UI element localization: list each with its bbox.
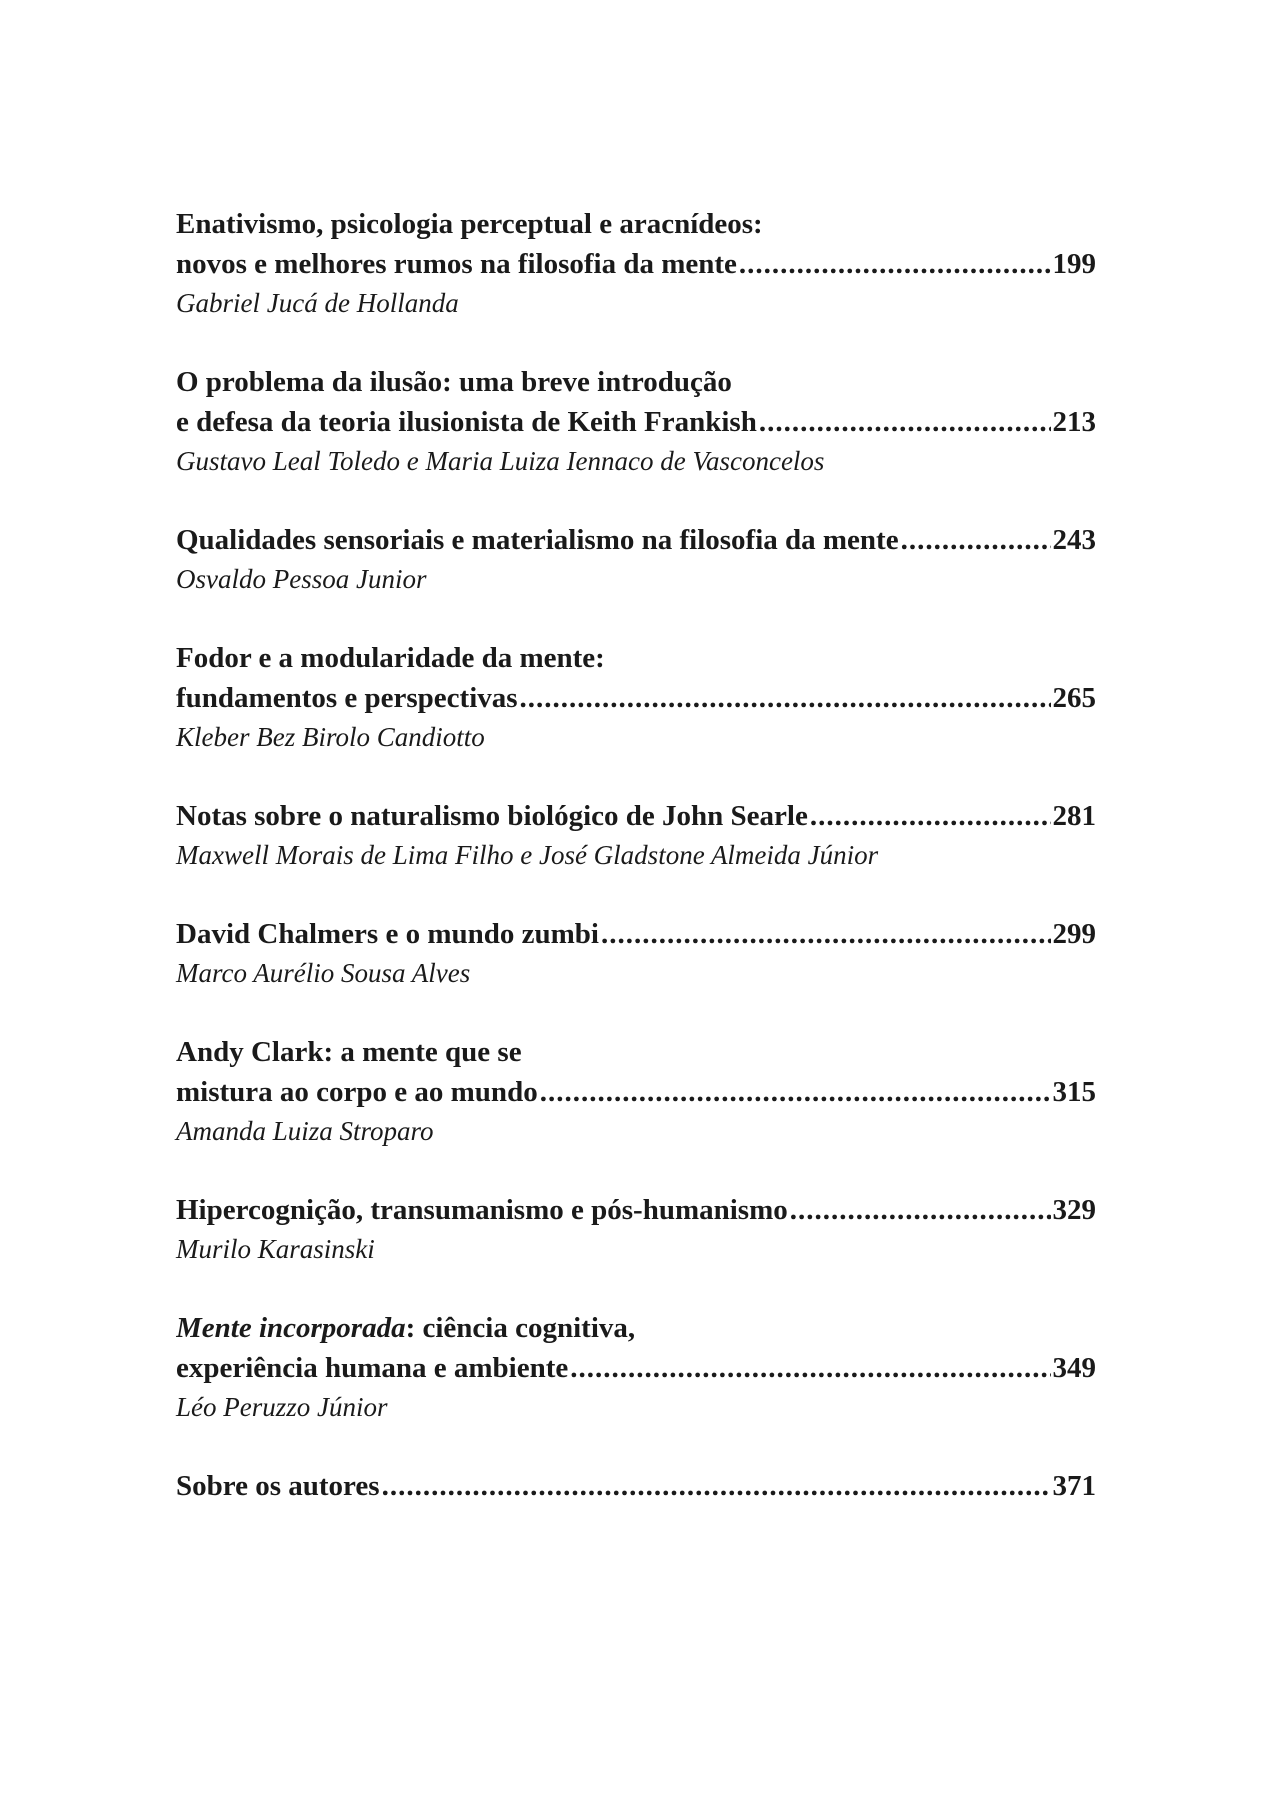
- entry-author: Marco Aurélio Sousa Alves: [176, 958, 471, 988]
- toc-entry[interactable]: [176, 204, 1096, 322]
- dot-leader: [570, 1348, 1050, 1388]
- entry-title-line: Fodor e a modularidade da mente:: [176, 642, 605, 674]
- page-number: 265: [1052, 682, 1096, 714]
- entry-author: Maxwell Morais de Lima Filho e José Gladstone Almeida Júnior: [176, 840, 879, 870]
- toc-entry[interactable]: [176, 796, 1096, 874]
- entry-title-leader-line: [176, 796, 1096, 836]
- toc-entry[interactable]: [176, 1308, 1096, 1426]
- toc-entry[interactable]: [176, 362, 1096, 480]
- page-number: 329: [1052, 1194, 1096, 1226]
- entry-title-line: fundamentos e perspectivas: [176, 682, 518, 714]
- entry-title-line: David Chalmers e o mundo zumbi: [176, 918, 599, 950]
- entry-author: Gustavo Leal Toledo e Maria Luiza Iennaco de Vasconcelos: [176, 446, 825, 476]
- page-number: 213: [1052, 406, 1096, 438]
- entry-title-line: e defesa da teoria ilusionista de Keith Frankish: [176, 406, 757, 438]
- entry-title-leader-line: [176, 1466, 1096, 1506]
- dot-leader: [901, 520, 1051, 560]
- dot-leader: [739, 244, 1051, 284]
- toc-entry[interactable]: [176, 914, 1096, 992]
- page-number: 349: [1052, 1352, 1096, 1384]
- entry-title-rest: : ciência cognitiva,: [405, 1312, 636, 1344]
- entry-title-line: [176, 1308, 1096, 1348]
- entry-title-line: Qualidades sensoriais e materialismo na filosofia da mente: [176, 524, 899, 556]
- entry-title-leader-line: [176, 1072, 1096, 1112]
- entry-title-italic: Mente incorporada: [176, 1312, 406, 1344]
- entry-author: Gabriel Jucá de Hollanda: [176, 288, 459, 318]
- dot-leader: [520, 678, 1051, 718]
- entry-title-line: Andy Clark: a mente que se: [176, 1036, 522, 1068]
- dot-leader: [601, 914, 1051, 954]
- dot-leader: [810, 796, 1051, 836]
- entry-title-line: Notas sobre o naturalismo biológico de John Searle: [176, 800, 808, 832]
- entry-title-line: O problema da ilusão: uma breve introdução: [176, 366, 732, 398]
- entry-title-line: Hipercognição, transumanismo e pós-humanismo: [176, 1194, 788, 1226]
- entry-title-line: experiência humana e ambiente: [176, 1352, 569, 1384]
- page-number: 299: [1052, 918, 1096, 950]
- page-number: 371: [1052, 1470, 1096, 1502]
- toc-entry[interactable]: [176, 1032, 1096, 1150]
- entry-title-leader-line: [176, 678, 1096, 718]
- toc-entry[interactable]: [176, 520, 1096, 598]
- entry-title-line: Enativismo, psicologia perceptual e aracnídeos:: [176, 208, 763, 240]
- entry-title-leader-line: [176, 402, 1096, 442]
- entry-title-leader-line: [176, 244, 1096, 284]
- toc-entry[interactable]: [176, 1190, 1096, 1268]
- dot-leader: [790, 1190, 1051, 1230]
- entry-title-leader-line: [176, 1190, 1096, 1230]
- dot-leader: [540, 1072, 1051, 1112]
- page-number: 281: [1052, 800, 1096, 832]
- page-number: 315: [1052, 1076, 1096, 1108]
- dot-leader: [759, 402, 1051, 442]
- entry-title-leader-line: [176, 520, 1096, 560]
- entry-title-line: Sobre os autores: [176, 1470, 380, 1502]
- toc-entry[interactable]: [176, 1466, 1096, 1506]
- entry-author: Murilo Karasinski: [176, 1234, 375, 1264]
- page-number: 199: [1052, 248, 1096, 280]
- entry-title-line: novos e melhores rumos na filosofia da mente: [176, 248, 737, 280]
- toc-entry[interactable]: [176, 638, 1096, 756]
- entry-title-leader-line: [176, 914, 1096, 954]
- entry-author: Kleber Bez Birolo Candiotto: [176, 722, 485, 752]
- table-of-contents: [176, 204, 1096, 1546]
- entry-author: Amanda Luiza Stroparo: [176, 1116, 434, 1146]
- entry-author: Osvaldo Pessoa Junior: [176, 564, 427, 594]
- page-number: 243: [1052, 524, 1096, 556]
- entry-author: Léo Peruzzo Júnior: [176, 1392, 388, 1422]
- dot-leader: [382, 1466, 1051, 1506]
- entry-title-leader-line: [176, 1348, 1096, 1388]
- entry-title-line: mistura ao corpo e ao mundo: [176, 1076, 538, 1108]
